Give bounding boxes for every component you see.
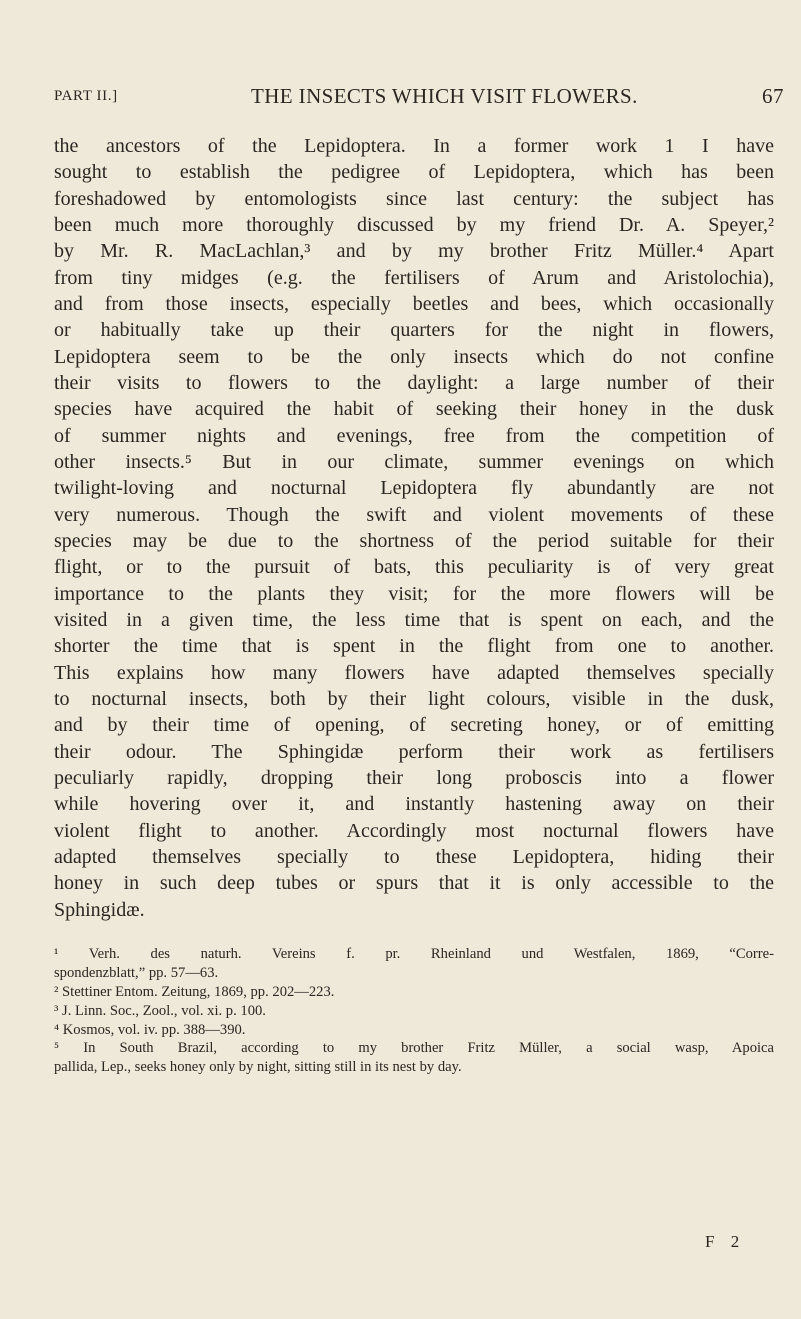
body-line: and by their time of opening, of secreting honey, or of emitting bbox=[54, 714, 774, 737]
body-paragraph bbox=[54, 133, 774, 923]
running-head-title: THE INSECTS WHICH VISIT FLOWERS. bbox=[251, 84, 638, 108]
body-line: while hovering over it, and instantly hastening away on their bbox=[54, 793, 774, 816]
footnote-line: ³ J. Linn. Soc., Zool., vol. xi. p. 100. bbox=[54, 1002, 266, 1019]
body-line: flight, or to the pursuit of bats, this peculiarity is of very great bbox=[54, 556, 774, 579]
body-line: honey in such deep tubes or spurs that it is only accessible to the bbox=[54, 872, 774, 895]
body-line: species may be due to the shortness of the period suitable for their bbox=[54, 529, 774, 552]
body-line: by Mr. R. MacLachlan,³ and by my brother Fritz Müller.⁴ Apart bbox=[54, 240, 774, 263]
footnote-line: ⁵ In South Brazil, according to my brother Fritz Müller, a social wasp, Apoica bbox=[54, 1040, 774, 1057]
body-line: importance to the plants they visit; for the more flowers will be bbox=[54, 582, 774, 605]
page-number: 67 bbox=[762, 84, 784, 108]
body-line: and from those insects, especially beetles and bees, which occasionally bbox=[54, 292, 774, 315]
body-line: to nocturnal insects, both by their light colours, visible in the dusk, bbox=[54, 687, 774, 710]
body-line: from tiny midges (e.g. the fertilisers of Arum and Aristolochia), bbox=[54, 266, 774, 289]
body-line: their odour. The Sphingidæ perform their work as fertilisers bbox=[54, 740, 774, 763]
running-head bbox=[54, 84, 784, 114]
body-line: other insects.⁵ But in our climate, summer evenings on which bbox=[54, 450, 774, 473]
body-line: or habitually take up their quarters for the night in flowers, bbox=[54, 319, 774, 342]
signature-mark: F 2 bbox=[705, 1232, 746, 1251]
footnote-line: ¹ Verh. des naturh. Vereins f. pr. Rheinland und Westfalen, 1869, “Corre- bbox=[54, 946, 774, 962]
body-line: their visits to flowers to the daylight: a large number of their bbox=[54, 371, 774, 394]
body-line: of summer nights and evenings, free from the competition of bbox=[54, 424, 774, 447]
body-line: sought to establish the pedigree of Lepidoptera, which has been bbox=[54, 161, 774, 184]
body-line: species have acquired the habit of seeking their honey in the dusk bbox=[54, 398, 774, 421]
body-line: shorter the time that is spent in the flight from one to another. bbox=[54, 635, 774, 658]
body-line: visited in a given time, the less time that is spent on each, and the bbox=[54, 608, 774, 631]
body-line: Lepidoptera seem to be the only insects which do not confine bbox=[54, 345, 774, 368]
footnote-line: pallida, Lep., seeks honey only by night, sitting still in its nest by day. bbox=[54, 1059, 462, 1076]
running-head-part: PART II.] bbox=[54, 88, 118, 104]
footnote-line: ² Stettiner Entom. Zeitung, 1869, pp. 202—223. bbox=[54, 983, 335, 1000]
footnote-line: spondenzblatt,” pp. 57—63. bbox=[54, 964, 219, 981]
body-line: violent flight to another. Accordingly most nocturnal flowers have bbox=[54, 819, 774, 842]
body-line: foreshadowed by entomologists since last century: the subject has bbox=[54, 187, 774, 210]
body-line: peculiarly rapidly, dropping their long proboscis into a flower bbox=[54, 766, 774, 789]
body-line: This explains how many flowers have adapted themselves specially bbox=[54, 661, 774, 684]
body-line: adapted themselves specially to these Lepidoptera, hiding their bbox=[54, 845, 774, 868]
body-line: the ancestors of the Lepidoptera. In a former work 1 I have bbox=[54, 135, 774, 157]
body-line: Sphingidæ. bbox=[54, 898, 145, 921]
footnotes bbox=[54, 945, 774, 1077]
body-line: very numerous. Though the swift and violent movements of these bbox=[54, 503, 774, 526]
footnote-line: ⁴ Kosmos, vol. iv. pp. 388—390. bbox=[54, 1021, 246, 1038]
body-line: been much more thoroughly discussed by my friend Dr. A. Speyer,² bbox=[54, 213, 774, 236]
body-line: twilight-loving and nocturnal Lepidoptera fly abundantly are not bbox=[54, 477, 774, 500]
